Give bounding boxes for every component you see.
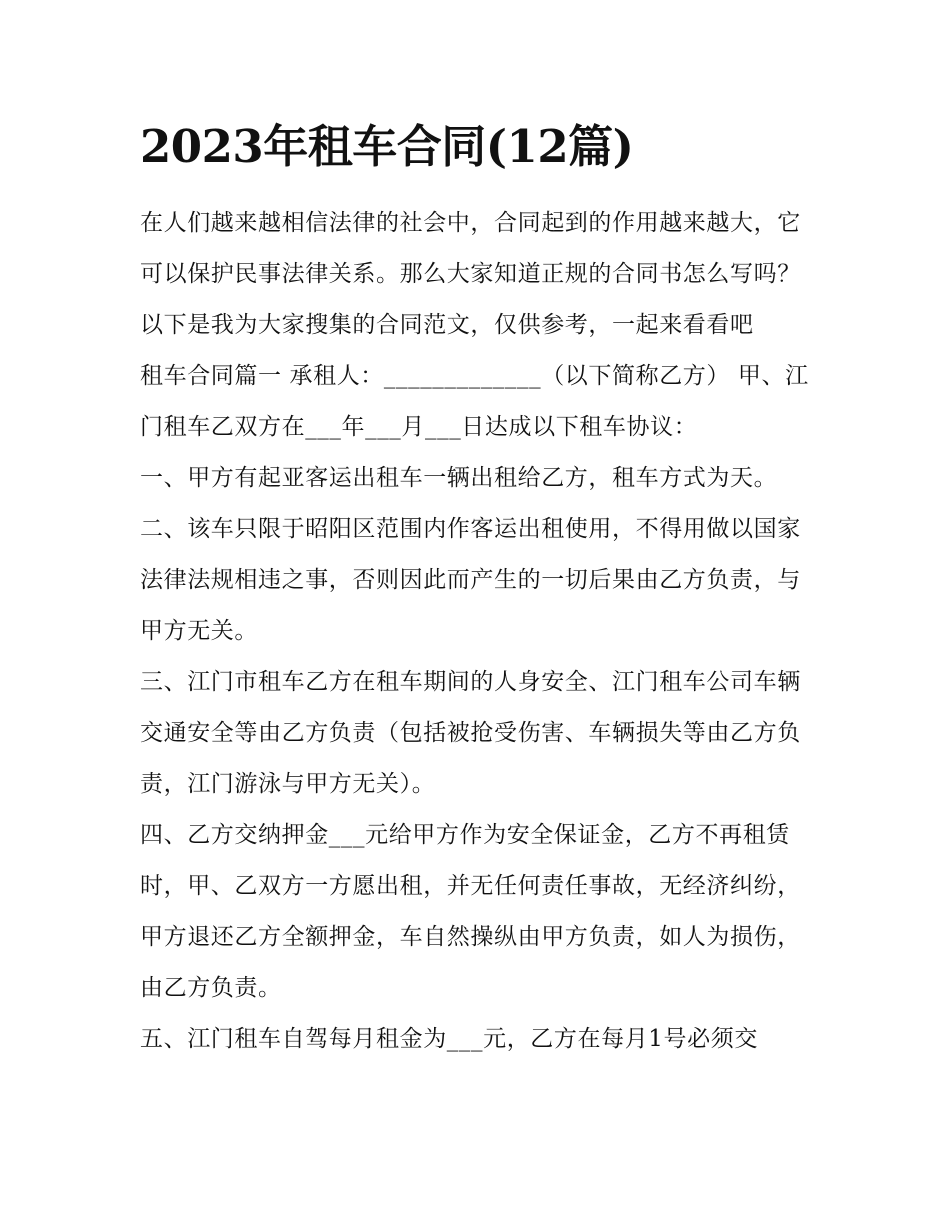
contract-heading-paragraph: 租车合同篇一 承租人：_____________（以下简称乙方） 甲、江门租车乙双方在___年___月___日达成以下租车协议： xyxy=(140,363,809,440)
clause-5: 五、江门租车自驾每月租金为___元，乙方在每月1号必须交 xyxy=(140,1026,758,1052)
clause-1: 一、甲方有起亚客运出租车一辆出租给乙方，租车方式为天。 xyxy=(140,465,778,491)
clause-3: 三、江门市租车乙方在租车期间的人身安全、江门租车公司车辆交通安全等由乙方负责（包括被抢受伤害、车辆损失等由乙方负责，江门游泳与甲方无关）。 xyxy=(140,669,801,797)
clause-4: 四、乙方交纳押金___元给甲方作为安全保证金，乙方不再租赁时，甲、乙双方一方愿出租，并无任何责任事故，无经济纠纷，甲方退还乙方全额押金，车自然操纵由甲方负责，如人为损伤，由乙方负责。 xyxy=(140,822,801,1001)
document-title: 2023年租车合同(12篇) xyxy=(140,120,634,173)
document-page xyxy=(140,112,820,1065)
intro-paragraph: 在人们越来越相信法律的社会中，合同起到的作用越来越大，它可以保护民事法律关系。那么大家知道正规的合同书怎么写吗？以下是我为大家搜集的合同范文，仅供参考，一起来看看吧 xyxy=(140,210,801,338)
document-body xyxy=(140,198,820,1065)
clause-2: 二、该车只限于昭阳区范围内作客运出租使用，不得用做以国家法律法规相违之事，否则因此而产生的一切后果由乙方负责，与甲方无关。 xyxy=(140,516,801,644)
